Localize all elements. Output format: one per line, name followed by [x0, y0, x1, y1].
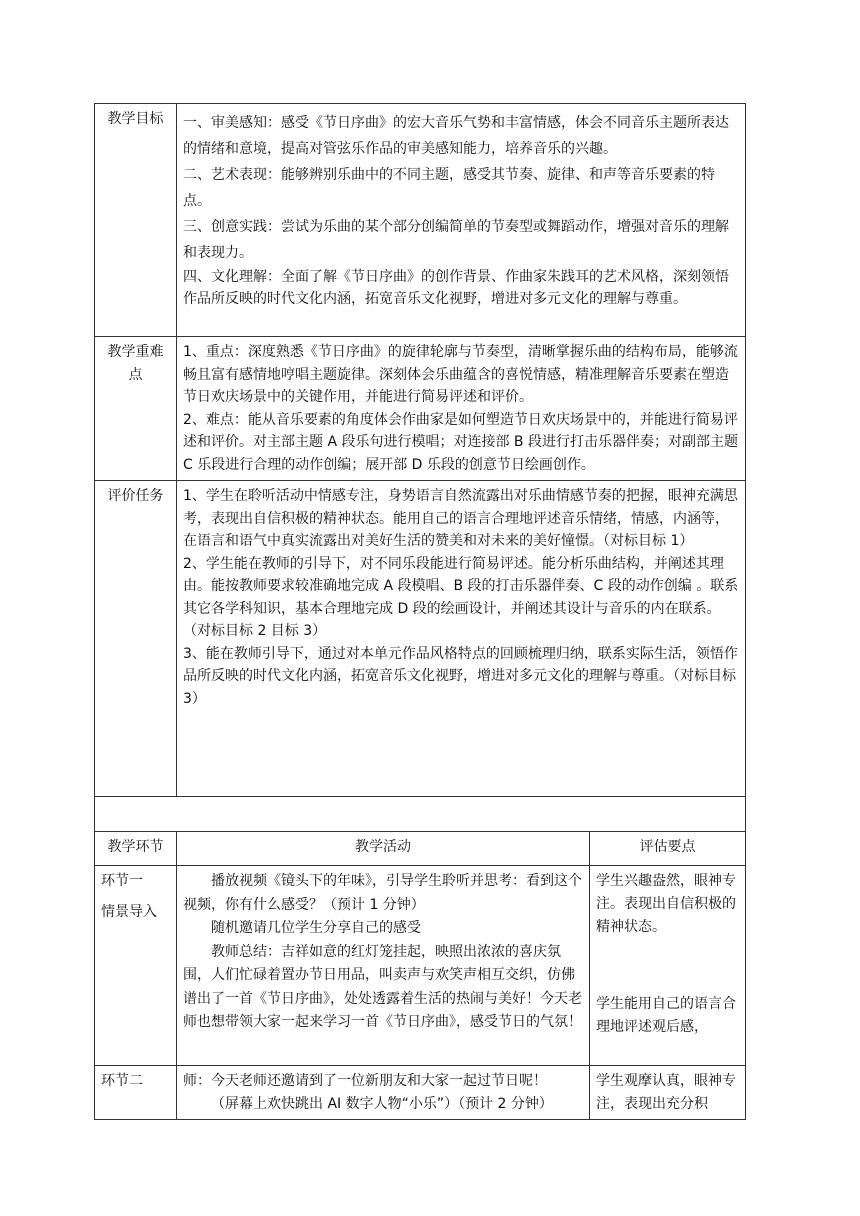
key-points-row	[95, 337, 746, 481]
stage-cell	[95, 1066, 177, 1120]
evaluation-point-text: 学生观摩认真，眼神专注，表现出充分积	[596, 1073, 736, 1112]
stage-number: 环节一	[101, 873, 143, 889]
activity-header-row	[95, 832, 746, 866]
objective-item: 二、艺术表现：能够辨别乐曲中的不同主题，感受其节奏、旋律、和声等音乐要素的特点。	[183, 167, 715, 209]
objectives-label: 教学目标	[95, 104, 177, 337]
key-points-label: 教学重难点	[95, 337, 177, 481]
evaluation-point-text: 学生兴趣盎然，眼神专注。表现出自信积极的精神状态。	[596, 873, 736, 935]
activity-text: 随机邀请几位学生分享自己的感受	[211, 920, 421, 936]
header-stage: 教学环节	[95, 832, 177, 866]
evaluation-point-cell	[590, 1066, 746, 1120]
key-points-content	[177, 337, 746, 481]
evaluation-point-cell	[590, 866, 746, 1066]
header-evaluation: 评估要点	[590, 832, 746, 866]
key-point-item: 1、重点：深度熟悉《节日序曲》的旋律轮廓与节奏型，清晰掌握乐曲的结构布局，能够流畅且富有感情地哼唱主题旋律。深刻体会乐曲蕴含的喜悦情感，精准理解音乐要素在塑造节日欢庆场景中的关键作用，并能进行简易评述和评价。	[183, 344, 738, 405]
evaluation-point-text: 学生能用自己的语言合理地评述观后感，	[596, 996, 736, 1035]
activity-cell	[177, 1066, 590, 1120]
objectives-row	[95, 104, 746, 337]
activity-text: （屏幕上欢快跳出 AI 数字人物“小乐”）（预计 2 分钟）	[211, 1095, 553, 1112]
blank-row	[95, 797, 746, 832]
objective-item: 一、审美感知：感受《节日序曲》的宏大音乐气势和丰富情感，体会不同音乐主题所表达的情绪和意境，提高对管弦乐作品的审美感知能力，培养音乐的兴趣。	[183, 115, 729, 157]
activity-row-1	[95, 866, 746, 1066]
objective-item: 三、创意实践：尝试为乐曲的某个部分创编简单的节奏型或舞蹈动作，增强对音乐的理解和表现力。	[183, 219, 729, 261]
activity-text: 教师总结：吉祥如意的红灯笼挂起，映照出浓浓的喜庆氛围，人们忙碌着置办节日用品，叫卖声与欢笑声相互交织，仿佛谱出了一首《节日序曲》，处处透露着生活的热闹与美好！今天老师也想带领大家一起来学习一首《节日序曲》，感受节日的气氛！	[183, 943, 582, 1030]
lesson-plan-table	[94, 103, 746, 1120]
evaluation-item: 2、学生能在教师的引导下，对不同乐段能进行简易评述。能分析乐曲结构，并阐述其理由。能按教师要求较准确地完成 A 段模唱、B 段的打击乐器伴奏、C 段的动作创编 。联系其它各学科知识，基本合理地完成 D 段的绘画设计，并阐述其设计与音乐的内在联系。（对标目标 2 目标 3）	[183, 555, 739, 639]
objectives-content	[177, 104, 746, 337]
objective-item: 四、文化理解：全面了解《节日序曲》的创作背景、作曲家朱践耳的艺术风格，深刻领悟作品所反映的时代文化内涵，拓宽音乐文化视野，增进对多元文化的理解与尊重。	[183, 269, 729, 307]
evaluation-label: 评价任务	[95, 481, 177, 797]
stage-cell	[95, 866, 177, 1066]
header-activity: 教学活动	[177, 832, 590, 866]
activity-text: 播放视频《镜头下的年味》，引导学生聆听并思考：看到这个视频，你有什么感受？（预计 1 分钟）	[183, 873, 582, 913]
evaluation-row	[95, 481, 746, 797]
blank-cell	[95, 797, 746, 832]
activity-text: 师：今天老师还邀请到了一位新朋友和大家一起过节日呢！	[183, 1073, 547, 1089]
evaluation-item: 3、能在教师引导下，通过对本单元作品风格特点的回顾梳理归纳，联系实际生活，领悟作品所反映的时代文化内涵，拓宽音乐文化视野，增进对多元文化的理解与尊重。（对标目标 3）	[183, 645, 738, 707]
key-point-item: 2、难点：能从音乐要素的角度体会作曲家是如何塑造节日欢庆场景中的，并能进行简易评述和评价。对主部主题 A 段乐句进行模唱；对连接部 B 段进行打击乐器伴奏；对副部主题 C 乐段进行合理的动作创编；展开部 D 乐段的创意节日绘画创作。	[183, 411, 738, 473]
stage-number: 环节二	[101, 1073, 143, 1089]
evaluation-item: 1、学生在聆听活动中情感专注，身势语言自然流露出对乐曲情感节奏的把握，眼神充满思考，表现出自信积极的精神状态。能用自己的语言合理地评述音乐情绪，情感，内涵等，在语言和语气中真实流露出对美好生活的赞美和对未来的美好憧憬。（对标目标 1）	[183, 488, 738, 549]
evaluation-content	[177, 481, 746, 797]
stage-title: 情景导入	[101, 904, 157, 920]
activity-cell	[177, 866, 590, 1066]
activity-row-2	[95, 1066, 746, 1120]
